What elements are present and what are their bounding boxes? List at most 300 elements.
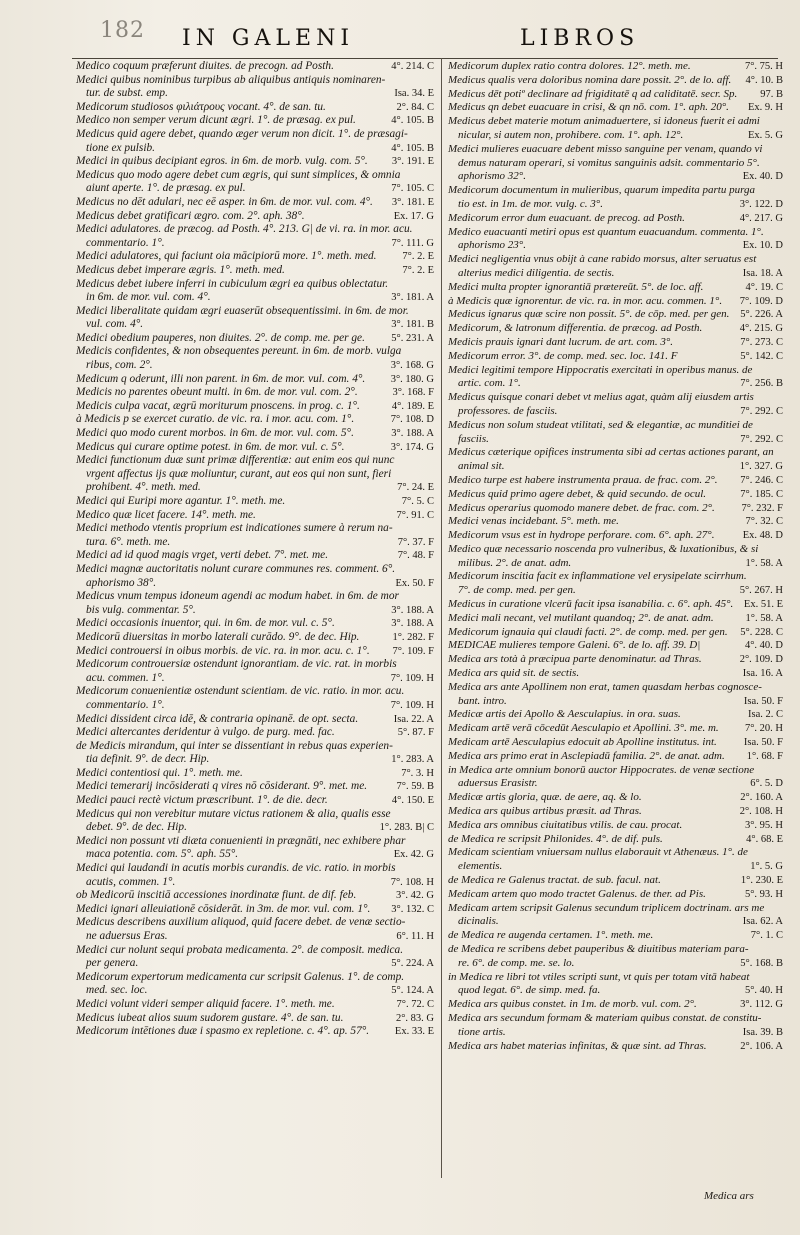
index-entry-text: Medica ars quibus constet. in 1m. de morb. vul. com. 2°.	[448, 998, 697, 1011]
index-entry-text: acutis, commen. 1°.	[86, 875, 176, 888]
index-entry	[448, 488, 783, 502]
index-entry	[448, 377, 783, 391]
index-entry-text: prohibent. 4°. meth. med.	[86, 481, 201, 494]
index-entry	[76, 223, 434, 237]
index-entry-reference: 5°. 226. A	[740, 309, 783, 321]
index-entry	[76, 577, 434, 591]
index-entry-reference: 7°. 292. C	[740, 433, 783, 445]
index-entry-reference: 1°. 282. F	[392, 631, 434, 643]
index-entry-reference: 7°. 32. C	[745, 516, 783, 528]
index-entry-text: Medicus iubeat alios suum sudorem gustare. 4°. de san. tu.	[76, 1011, 344, 1024]
index-entry	[76, 604, 434, 618]
index-entry-reference: 4°. 150. E	[391, 795, 434, 807]
index-entry-reference: 7°. 273. C	[740, 336, 783, 348]
index-column-right	[448, 60, 783, 1053]
index-entry-text: Medicus operarius quomodo manere debet. de frac. com. 2°.	[448, 501, 715, 514]
index-entry-reference: 3°. 174. G	[390, 441, 434, 453]
index-entry	[448, 943, 783, 957]
index-entry-reference: 3°. 95. H	[744, 819, 783, 831]
index-entry	[448, 101, 783, 115]
index-entry-text: animal sit.	[458, 460, 505, 473]
index-entry-reference: Isa. 62. A	[742, 916, 783, 928]
index-entry-text: Medicorum studiosos φιλιάτρους vocant. 4°. de san. tu.	[76, 100, 326, 113]
index-entry-text: alterius medici diligentia. de sectis.	[458, 266, 615, 279]
index-entry	[448, 805, 783, 819]
index-entry-text: demus naturam operari, si vomitus sanguinis adsit. commentario 5°.	[458, 156, 760, 169]
index-entry-reference: 7°. 24. E	[397, 482, 434, 494]
index-entry	[448, 419, 783, 433]
index-entry-text: aiunt aperte. 1°. de præsag. ex pul.	[86, 182, 246, 195]
index-entry	[448, 915, 783, 929]
index-entry-reference: 3°. 180. G	[390, 373, 434, 385]
index-entry-reference: 5°. 224. A	[391, 958, 434, 970]
index-entry	[76, 509, 434, 523]
running-head-right: LIBROS	[520, 26, 640, 51]
index-entry-text: aphorismo 38°.	[86, 576, 157, 589]
index-entry-text: Medicus quid agere debet, quando æger verum non dicit. 1°. de præsagi-	[76, 127, 408, 140]
index-entry	[448, 722, 783, 736]
index-entry-reference: 3°. 132. C	[391, 903, 434, 915]
index-entry-text: Medici in quibus decipiant egros. in 6m. de morb. vulg. com. 5°.	[76, 155, 368, 168]
index-entry-reference: 1°. 5. G	[750, 861, 783, 873]
index-entry-text: à Medicis p se exercet curatio. de vic. ra. i mor. acu. com. 1°.	[76, 413, 355, 426]
index-entry	[76, 155, 434, 169]
index-entry-reference: 1°. 283. B| C	[379, 822, 434, 834]
index-entry-text: Medici liberalitate quidam ægri euaserūt obsequentissimi. in 6m. de mor.	[76, 304, 409, 317]
index-entry-text: Medicus qn debet euacuare in crisi, & qn nō. com. 1°. aph. 20°.	[448, 101, 729, 114]
index-entry	[448, 212, 783, 226]
index-entry-reference: 3°. 181. B	[391, 319, 434, 331]
index-entry	[448, 888, 783, 902]
index-entry-text: Medici functionum duæ sunt primæ differentiæ: aut enim eos qui nunc	[76, 454, 395, 467]
index-entry	[76, 182, 434, 196]
index-entry-reference: 1°. 58. A	[745, 557, 783, 569]
index-entry	[76, 889, 434, 903]
index-entry-text: Medicorum vsus est in hydrope perforare. com. 6°. aph. 27°.	[448, 529, 715, 542]
index-entry	[76, 930, 434, 944]
index-entry-reference: 2°. 109. D	[739, 654, 783, 666]
index-entry-reference: 7°. 48. F	[397, 550, 434, 562]
index-entry	[448, 984, 783, 998]
index-entry-text: Medicus cæterique opifices instrumenta sibi ad certas actiones parant, an	[448, 446, 774, 459]
index-entry-reference: 3°. 188. A	[391, 604, 434, 616]
index-entry-text: à Medicis quæ ignorentur. de vic. ra. in mor. acu. commen. 1°.	[448, 294, 723, 307]
index-entry	[76, 318, 434, 332]
index-entry-text: Medicus qui non verebitur mutare victus rationem & alia, qualis esse	[76, 807, 391, 820]
index-entry-text: Medica ars ante Apollinem non erat, tamen quasdam herbas cognosce-	[448, 680, 762, 693]
index-entry	[448, 529, 783, 543]
index-entry	[448, 777, 783, 791]
index-entry-text: tione ex pulsib.	[86, 141, 155, 154]
index-entry-text: de Medica re augenda certamen. 1°. meth. me.	[448, 929, 654, 942]
index-entry-text: Medicus no dēt adulari, nec eē asper. in 6m. de mor. vul. com. 4°.	[76, 195, 373, 208]
index-entry-text: Medicus dēt potiº declinare ad frigiditatē q ad caliditatē. secr. Sp.	[448, 87, 738, 100]
index-entry	[448, 226, 783, 240]
index-entry-text: Medica ars quid sit. de sectis.	[448, 667, 580, 680]
index-entry	[448, 998, 783, 1012]
index-entry	[76, 87, 434, 101]
index-entry	[448, 846, 783, 860]
index-entry-text: de Medica re scripsit Philonides. 4°. de dif. puls.	[448, 832, 663, 845]
index-entry	[76, 685, 434, 699]
index-entry-text: Medico quæ licet facere. 14°. meth. me.	[76, 508, 256, 521]
index-entry	[448, 433, 783, 447]
index-entry-text: re. 6°. de comp. me. se. lo.	[458, 956, 575, 969]
index-entry	[76, 780, 434, 794]
index-entry-text: Medici venas incidebant. 5°. meth. me.	[448, 515, 619, 528]
index-entry	[448, 695, 783, 709]
index-entry-text: Medica ars omnibus ciuitatibus vtilis. de cau. procat.	[448, 818, 683, 831]
index-entry	[448, 971, 783, 985]
index-entry-text: Medico turpe est habere instrumenta praua. de frac. com. 2°.	[448, 473, 718, 486]
index-entry	[448, 860, 783, 874]
index-entry-text: artic. com. 1°.	[458, 377, 521, 390]
index-entry	[448, 750, 783, 764]
index-entry	[76, 101, 434, 115]
index-entry-text: Medicus debet gratificari ægro. com. 2°. aph. 38°.	[76, 209, 305, 222]
index-entry-text: MEDICAE mulieres tempore Galeni. 6°. de lo. aff. 39. D|	[448, 639, 701, 652]
index-entry-text: Medici cur nolunt sequi probata medicamenta. 2°. de composit. medica.	[76, 943, 404, 956]
index-entry-reference: Ex. 51. E	[743, 599, 783, 611]
index-entry-reference: 1°. 283. A	[391, 754, 434, 766]
index-entry-reference: 5°. 142. C	[740, 350, 783, 362]
index-entry-reference: 7°. 72. C	[396, 998, 434, 1010]
index-entry	[448, 253, 783, 267]
index-entry-text: nicular, si autem non, prohibere. com. 1°. aph. 12°.	[458, 128, 684, 141]
index-entry-text: dicinalis.	[458, 915, 499, 928]
index-entry-text: Medicorum duplex ratio contra dolores. 12°. meth. me.	[448, 60, 691, 72]
index-entry-text: Medici temerarij incōsiderati q vires nō cōsiderant. 9°. met. me.	[76, 780, 368, 793]
index-entry-text: Medicis no parentes obeunt multi. in 6m. de mor. vul. com. 2°.	[76, 386, 358, 399]
index-entry	[448, 129, 783, 143]
index-entry-text: Medicorum error dum euacuant. de precog. ad Posth.	[448, 211, 685, 224]
index-entry	[76, 726, 434, 740]
index-entry	[76, 60, 434, 74]
index-entry-text: Medici non possunt vti diæta conuenienti in prægnāti, nec exhibere phar	[76, 834, 406, 847]
index-entry	[76, 984, 434, 998]
index-entry-reference: 7°. 37. F	[397, 536, 434, 548]
index-entry	[448, 1040, 783, 1054]
index-entry-text: Medici legitimi tempore Hippocratis exercitati in operibus manus. de	[448, 363, 753, 376]
index-entry-reference: 2°. 106. A	[740, 1040, 783, 1052]
index-entry	[76, 848, 434, 862]
index-entry-reference: 3°. 168. F	[392, 387, 434, 399]
index-entry-reference: 7°. 20. H	[744, 723, 783, 735]
index-entry-text: Medica ars primo erat in Asclepiadū familia. 2°. de anat. adm.	[448, 749, 725, 762]
index-entry-text: Medici controuersi in oibus morbis. de vic. ra. in mor. acu. c. 1°.	[76, 644, 370, 657]
index-entry	[76, 808, 434, 822]
index-entry-text: Medicorum controuersiæ ostendunt ignorantiam. de vic. rat. in morbis	[76, 658, 397, 671]
index-entry	[448, 502, 783, 516]
index-entry	[76, 590, 434, 604]
index-entry-text: Medicus qualis vera doloribus nomina dare possit. 2°. de lo. aff.	[448, 73, 732, 86]
index-entry	[76, 427, 434, 441]
index-entry-text: Medicus quid primo agere debet, & quid secundo. de ocul.	[448, 487, 707, 500]
index-entry-reference: 7°. 75. H	[744, 61, 783, 72]
index-entry	[76, 794, 434, 808]
index-entry-reference: 1°. 68. F	[746, 750, 783, 762]
index-entry-text: quod legat. 6°. de simp. med. fa.	[458, 984, 601, 997]
index-column-left	[76, 60, 434, 1039]
index-entry	[76, 400, 434, 414]
index-entry-text: Medicam artem scripsit Galenus secundum triplicem doctrinam. ars me	[448, 901, 765, 914]
running-head-left: IN GALENI	[182, 26, 355, 51]
index-entry-text: Medici obedium pauperes, non diuites. 2°. de comp. me. per ge.	[76, 331, 365, 344]
index-entry-text: Medica ars habet materias infinitas, & quæ sint. ad Thras.	[448, 1039, 707, 1052]
index-entry	[448, 157, 783, 171]
index-entry-text: de Medicis mirandum, qui inter se dissentiant in rebus quas experien-	[76, 739, 393, 752]
index-entry	[448, 1026, 783, 1040]
index-entry	[448, 929, 783, 943]
index-entry-reference: 7°. 292. C	[740, 405, 783, 417]
index-entry-reference: 7°. 2. E	[402, 251, 434, 263]
index-entry-reference: 2°. 108. H	[739, 806, 783, 818]
index-entry-text: Medicus in curatione vlcerū facit ipsa isanabilia. c. 6°. aph. 45°.	[448, 598, 734, 611]
index-entry-reference: 5°. 267. H	[739, 585, 783, 597]
index-entry-reference: Ex. 10. D	[742, 240, 783, 252]
index-entry-reference: 97. B	[760, 88, 783, 100]
index-entry	[448, 446, 783, 460]
index-entry-text: Medicorum ignauia qui claudi facti. 2°. de comp. med. per gen.	[448, 625, 728, 638]
index-entry-reference: Isa. 18. A	[742, 267, 783, 279]
index-entry	[76, 672, 434, 686]
index-entry	[448, 653, 783, 667]
index-entry-text: bis vulg. commentar. 5°.	[86, 603, 196, 616]
index-entry-reference: 7°. 108. D	[390, 414, 434, 426]
index-entry-text: Medici quo modo curent morbos. in 6m. de mor. vul. com. 5°.	[76, 427, 354, 440]
index-entry	[448, 474, 783, 488]
index-entry-reference: 4°. 10. B	[745, 74, 783, 86]
index-entry-text: de Medica re scribens debet pauperibus & diuitibus materiam para-	[448, 943, 749, 955]
index-entry-text: commentario. 1°.	[86, 236, 165, 249]
index-entry-text: elementis.	[458, 860, 503, 873]
index-entry-text: vul. com. 4°.	[86, 318, 144, 331]
index-entry-text: Medici volunt videri semper aliquid facere. 1°. meth. me.	[76, 997, 335, 1010]
index-entry	[448, 308, 783, 322]
index-entry-reference: 3°. 181. A	[391, 292, 434, 304]
index-entry-text: Medico non semper verum dicunt ægri. 1°. de præsag. ex pul.	[76, 114, 356, 127]
index-entry-text: Medicus debet imperare ægris. 1°. meth. med.	[76, 263, 285, 276]
index-entry	[448, 405, 783, 419]
index-entry	[76, 373, 434, 387]
index-entry	[76, 359, 434, 373]
index-entry-reference: Ex. 5. G	[748, 129, 783, 141]
index-entry	[448, 681, 783, 695]
index-entry-text: tione artis.	[458, 1025, 506, 1038]
index-entry-text: Medici multa propter ignorantiā prætereūt. 5°. de loc. aff.	[448, 280, 704, 293]
index-entry	[76, 903, 434, 917]
index-entry	[448, 364, 783, 378]
index-entry	[448, 708, 783, 722]
index-entry-text: Medico quæ necessario noscenda pro vulneribus, & luxationibus, & si	[448, 542, 759, 555]
page-number: 182	[100, 18, 145, 43]
index-entry-text: aphorismo 23°.	[458, 239, 526, 252]
index-entry	[76, 468, 434, 482]
index-entry	[448, 584, 783, 598]
column-divider	[441, 58, 442, 1178]
index-entry	[76, 264, 434, 278]
index-entry-reference: 7°. 1. C	[750, 930, 783, 942]
index-entry	[76, 563, 434, 577]
index-entry-text: Medicæ artis gloria, quæ. de aere, aq. & lo.	[448, 791, 642, 804]
index-entry	[76, 617, 434, 631]
index-entry-reference: 4°. 105. B	[391, 142, 434, 154]
index-entry	[448, 143, 783, 157]
index-entry-text: Medici contentiosi qui. 1°. meth. me.	[76, 766, 243, 779]
index-entry	[448, 60, 783, 74]
index-entry-reference: 3°. 112. G	[740, 999, 783, 1011]
index-entry-reference: 4°. 40. D	[744, 640, 783, 652]
index-entry-reference: 6°. 11. H	[396, 931, 434, 942]
index-entry-text: Medici qui Euripi more agantur. 1°. meth. me.	[76, 495, 286, 507]
index-entry-text: Medici negligentia vnus obijt à cane rabido morsus, alter seruatus est	[448, 253, 757, 266]
index-entry-text: Medici qui laudandi in acutis morbis curandis. de vic. ratio. in morbis	[76, 862, 396, 875]
index-entry-reference: 3°. 188. A	[391, 428, 434, 440]
index-entry-reference: 4°. 217. G	[739, 212, 783, 224]
index-entry-reference: 5°. 168. B	[740, 957, 783, 969]
index-entry-reference: 4°. 215. G	[739, 323, 783, 335]
index-entry-reference: 7°. 5. C	[401, 496, 434, 507]
index-entry	[76, 1012, 434, 1026]
index-entry-reference: 3°. 168. G	[390, 360, 434, 372]
index-entry-text: Medicorum conuenientiæ ostendunt scientiam. de vic. ratio. in mor. acu.	[76, 685, 405, 698]
index-entry	[76, 210, 434, 224]
index-entry	[76, 237, 434, 251]
index-entry-reference: Ex. 50. F	[395, 577, 434, 589]
index-entry-text: Medicam artē verā cōcedūt Aesculapio et Apollini. 3°. me. m.	[448, 722, 719, 735]
index-entry	[76, 481, 434, 495]
index-entry	[76, 536, 434, 550]
index-entry-text: Medici adulatores. de præcog. ad Posth. 4°. 213. G| de vi. ra. in mor. acu.	[76, 223, 413, 236]
index-entry-text: bant. intro.	[458, 694, 507, 707]
index-entry-reference: 3°. 181. E	[391, 196, 434, 208]
index-entry	[448, 764, 783, 778]
index-entry	[448, 295, 783, 309]
index-entry-text: Medico coquum præferunt diuites. de precogn. ad Posth.	[76, 60, 334, 72]
index-entry-text: Medici dissident circa idē, & contraria opinanē. de opt. secta.	[76, 712, 359, 725]
index-entry-text: Medicorum documentum in mulieribus, quarum impedita partu purga	[448, 184, 755, 197]
index-entry-reference: 5°. 93. H	[744, 888, 783, 900]
index-entry-text: Medicus debet iubere inferri in cubiculum ægri ea quibus oblectatur.	[76, 277, 389, 290]
index-entry	[448, 267, 783, 281]
index-entry	[76, 835, 434, 849]
index-entry-text: Medici magnæ auctoritatis nolunt curare communes res. comment. 6°.	[76, 562, 396, 575]
index-entry-text: Medici ignari alleuiationē cōsiderāt. in 3m. de mor. vul. com. 1°.	[76, 902, 371, 915]
index-entry-text: Medici pauci rectè victum præscribunt. 1°. de die. decr.	[76, 794, 328, 807]
index-entry-text: maca potentia. com. 5°. aph. 55°.	[86, 848, 239, 861]
index-entry-text: Medicam scientiam vniuersam nullus elaborauit vt Athenæus. 1°. de	[448, 846, 748, 859]
index-entry	[448, 833, 783, 847]
index-entry-text: Medicorum error. 3°. de comp. med. sec. loc. 141. F	[448, 349, 678, 362]
index-entry-text: professores. de fasciis.	[458, 404, 558, 417]
index-entry-text: Medici altercantes deridentur à vulgo. de purg. med. fac.	[76, 726, 335, 739]
index-entry-reference: 5°. 228. C	[740, 626, 783, 638]
index-entry-text: Medico euacuanti metiri opus est quantum euacuandum. commenta. 1°.	[448, 225, 764, 238]
index-entry-text: Medici quibus nominibus turpibus ab aliquibus antiquis nominaren-	[76, 73, 386, 86]
index-entry	[448, 570, 783, 584]
index-entry	[76, 821, 434, 835]
index-entry-reference: Ex. 48. D	[742, 530, 783, 542]
index-entry	[448, 557, 783, 571]
index-entry-text: Medicæ artis dei Apollo & Aesculapius. in ora. suas.	[448, 708, 681, 721]
index-entry	[448, 184, 783, 198]
index-entry-reference: 7°. 105. C	[391, 183, 434, 195]
index-entry-reference: 1°. 58. A	[745, 612, 783, 624]
index-entry	[76, 196, 434, 210]
index-entry	[448, 791, 783, 805]
index-entry-reference: 5°. 124. A	[391, 985, 434, 997]
index-entry	[76, 74, 434, 88]
index-entry-text: commentario. 1°.	[86, 698, 165, 711]
index-entry	[76, 753, 434, 767]
index-entry-text: de Medica re Galenus tractat. de sub. facul. nat.	[448, 874, 661, 887]
index-entry	[448, 515, 783, 529]
index-entry-reference: 7°. 111. G	[391, 237, 434, 249]
index-entry	[76, 250, 434, 264]
index-entry	[76, 305, 434, 319]
index-entry-reference: 7°. 59. B	[396, 781, 434, 793]
index-entry	[76, 345, 434, 359]
header-rule	[72, 58, 778, 59]
index-entry	[76, 713, 434, 727]
index-entry-text: ne aduersus Eras.	[86, 930, 168, 942]
index-entry-text: in Medica arte omnium bonorū auctor Hippocrates. de venæ sectione	[448, 763, 755, 776]
index-entry-text: aphorismo 32°.	[458, 170, 526, 183]
index-entry-text: med. sec. loc.	[86, 984, 148, 997]
index-entry-reference: 7°. 109. F	[392, 645, 434, 657]
index-entry	[448, 1012, 783, 1026]
index-entry-text: Medicam artem quo modo tractet Galenus. de ther. ad Pis.	[448, 887, 706, 900]
index-entry	[76, 1025, 434, 1039]
index-entry-text: ob Medicorū inscitiā accessiones inordinatæ fiunt. de dif. feb.	[76, 889, 357, 902]
index-entry-text: 7°. de comp. med. per gen.	[458, 584, 576, 597]
index-entry-reference: Ex. 33. E	[394, 1026, 434, 1038]
index-entry-text: aduersus Erasistr.	[458, 777, 538, 790]
index-entry	[448, 322, 783, 336]
index-entry-text: Medicorum expertorum medicamenta cur scripsit Galenus. 1°. de comp.	[76, 970, 405, 983]
index-entry-reference: 3°. 42. G	[395, 890, 434, 902]
index-entry	[448, 639, 783, 653]
index-entry-reference: Isa. 22. A	[393, 713, 434, 725]
index-entry	[448, 957, 783, 971]
index-entry-text: Medicus non solum studeat vtilitati, sed & elegantiæ, ac munditiei de	[448, 418, 753, 431]
index-entry-reference: Ex. 17. G	[393, 210, 434, 222]
index-entry	[76, 957, 434, 971]
index-entry-text: in 6m. de mor. vul. com. 4°.	[86, 291, 211, 304]
index-entry	[76, 142, 434, 156]
index-entry	[448, 626, 783, 640]
index-entry-text: Medicus vnum tempus idoneum agendi ac modum habet. in 6m. de mor	[76, 590, 399, 603]
index-entry-reference: 7°. 108. H	[390, 876, 434, 888]
index-entry-reference: 7°. 246. C	[740, 474, 783, 486]
index-entry-reference: Isa. 50. F	[743, 737, 783, 749]
index-entry	[76, 876, 434, 890]
index-entry-text: Medici mali necant, vel mutilant quandoq; 2°. de anat. adm.	[448, 611, 714, 624]
index-entry	[448, 598, 783, 612]
index-entry-text: Medicus quo modo agere debet cum ægris, qui sunt simplices, & omnia	[76, 168, 401, 181]
index-entry	[76, 862, 434, 876]
index-entry-text: in Medica re libri tot vtiles scripti sunt, vt quis per totam vitā habeat	[448, 970, 750, 983]
index-entry	[76, 291, 434, 305]
index-entry	[448, 88, 783, 102]
index-entry-text: Medicis confidentes, & non obsequentes pereunt. in 6m. de morb. vulga	[76, 345, 402, 358]
index-entry	[448, 819, 783, 833]
index-entry	[448, 350, 783, 364]
index-entry-reference: 1°. 230. E	[740, 875, 783, 887]
index-entry-text: fasciis.	[458, 432, 489, 445]
index-entry-reference: Ex. 42. G	[393, 849, 434, 861]
index-entry-text: Medici adulatores, qui faciunt oia mācipiorū more. 1°. meth. med.	[76, 250, 377, 263]
